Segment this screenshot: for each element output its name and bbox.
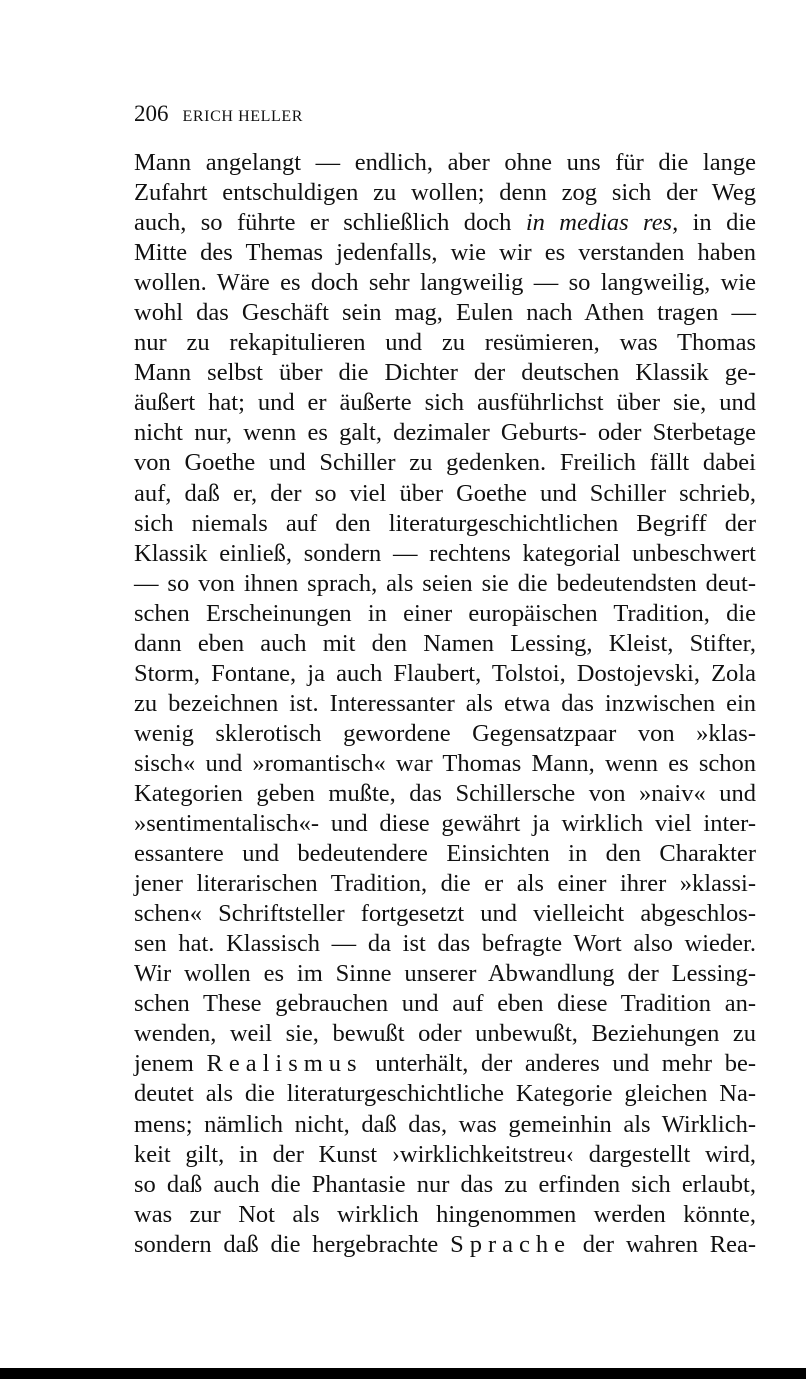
text-line — [134, 208, 756, 238]
text-segment: auch, so führte er schließlich doch — [134, 209, 526, 237]
text-segment: Mann angelangt — endlich, aber ohne uns für die lange — [134, 149, 756, 176]
text-line — [134, 659, 756, 689]
text-segment: sisch« und »romantisch« war Thomas Mann, wenn es schon — [134, 749, 756, 777]
scan-edge-bar — [0, 1368, 806, 1379]
text-line — [134, 298, 756, 328]
text-segment: so daß auch die Phantasie nur das zu erfinden sich erlaubt, — [134, 1170, 756, 1198]
text-segment: — so von ihnen sprach, als seien sie die bedeutendsten deut- — [134, 569, 756, 597]
text-segment: nicht nur, wenn es galt, dezimaler Geburts- oder Sterbetage — [134, 419, 756, 447]
text-line — [134, 899, 756, 929]
page-header — [134, 96, 774, 132]
running-head: ERICH HELLER — [182, 108, 304, 125]
text-segment: was zur Not als wirklich hingenommen werden könnte, — [134, 1200, 756, 1228]
spaced-emphasis: Realismus — [206, 1050, 363, 1078]
text-line — [134, 539, 756, 569]
text-line — [134, 1140, 756, 1170]
text-line — [134, 1230, 756, 1260]
text-line — [134, 719, 756, 749]
text-line — [134, 1079, 756, 1109]
text-segment: wenig sklerotisch gewordene Gegensatzpaar von »klas- — [134, 719, 756, 747]
text-segment: in die — [678, 209, 757, 237]
text-line — [134, 809, 756, 839]
text-line — [134, 358, 756, 388]
text-line — [134, 929, 756, 959]
text-line — [134, 599, 756, 629]
text-line — [134, 479, 756, 509]
text-segment: wollen. Wäre es doch sehr langweilig — so langweilig, wie — [134, 269, 756, 297]
text-segment: schen Erscheinungen in einer europäischen Tradition, die — [134, 599, 756, 627]
text-segment: nur zu rekapitulieren und zu resümieren, was Thomas — [134, 329, 756, 357]
text-segment: Mitte des Themas jedenfalls, wie wir es verstanden haben — [134, 239, 756, 267]
text-segment: äußert hat; und er äußerte sich ausführlichst über sie, und — [134, 389, 756, 417]
text-line — [134, 418, 756, 448]
text-segment: Kategorien geben mußte, das Schillersche von »naiv« und — [134, 779, 756, 807]
text-segment: mens; nämlich nicht, daß das, was gemeinhin als Wirklich- — [134, 1110, 756, 1138]
text-line — [134, 448, 756, 478]
text-segment: keit gilt, in der Kunst ›wirklichkeitstreu‹ dargestellt wird, — [134, 1140, 756, 1168]
text-segment: schen These gebrauchen und auf eben diese Tradition an- — [134, 990, 756, 1018]
text-line — [134, 1049, 756, 1079]
text-line — [134, 689, 756, 719]
text-line — [134, 1200, 756, 1230]
text-line — [134, 328, 756, 358]
page-number: 206 — [134, 101, 169, 126]
text-segment: wohl das Geschäft sein mag, Eulen nach Athen tragen — — [134, 299, 756, 327]
text-segment: der wahren Rea- — [571, 1230, 756, 1258]
text-line — [134, 839, 756, 869]
text-line — [134, 869, 756, 899]
spaced-emphasis: Sprache — [450, 1230, 571, 1258]
text-line — [134, 178, 756, 208]
text-line — [134, 1019, 756, 1049]
text-segment: Storm, Fontane, ja auch Flaubert, Tolstoi, Dostojevski, Zola — [134, 659, 756, 687]
text-line — [134, 569, 756, 599]
text-line — [134, 509, 756, 539]
text-segment: auf, daß er, der so viel über Goethe und Schiller schrieb, — [134, 479, 756, 507]
text-segment: von Goethe und Schiller zu gedenken. Freilich fällt dabei — [134, 449, 756, 477]
italic-phrase: in medias res, — [525, 209, 679, 237]
text-line — [134, 1170, 756, 1200]
text-segment: sondern daß die hergebrachte — [134, 1230, 451, 1258]
body-text — [134, 148, 756, 1260]
text-segment: »sentimentalisch«- und diese gewährt ja wirklich viel inter- — [134, 810, 756, 838]
text-segment: sich niemals auf den literaturgeschichtlichen Begriff der — [134, 509, 756, 537]
text-segment: Mann selbst über die Dichter der deutschen Klassik ge- — [134, 359, 756, 387]
text-segment: jener literarischen Tradition, die er als einer ihrer »klassi- — [134, 870, 756, 898]
text-line — [134, 148, 756, 178]
text-line — [134, 989, 756, 1019]
text-segment: sen hat. Klassisch — da ist das befragte Wort also wieder. — [134, 930, 756, 958]
text-segment: essantere und bedeutendere Einsichten in den Charakter — [134, 840, 756, 868]
text-segment: Wir wollen es im Sinne unserer Abwandlung der Lessing- — [134, 960, 756, 988]
text-line — [134, 629, 756, 659]
text-line — [134, 238, 756, 268]
text-segment: dann eben auch mit den Namen Lessing, Kleist, Stifter, — [134, 629, 756, 657]
text-line — [134, 779, 756, 809]
text-segment: Zufahrt entschuldigen zu wollen; denn zog sich der Weg — [134, 179, 756, 207]
text-segment: schen« Schriftsteller fortgesetzt und vielleicht abgeschlos- — [134, 900, 756, 928]
text-segment: jenem — [134, 1050, 207, 1078]
text-line — [134, 268, 756, 298]
text-line — [134, 1110, 756, 1140]
text-segment: Klassik einließ, sondern — rechtens kategorial unbeschwert — [134, 539, 756, 567]
text-segment: zu bezeichnen ist. Interessanter als etwa das inzwischen ein — [134, 689, 756, 717]
text-segment: unterhält, der anderes und mehr be- — [362, 1050, 756, 1078]
text-line — [134, 749, 756, 779]
text-segment: deutet als die literaturgeschichtliche Kategorie gleichen Na- — [134, 1080, 756, 1108]
text-line — [134, 959, 756, 989]
text-line — [134, 388, 756, 418]
text-segment: wenden, weil sie, bewußt oder unbewußt, Beziehungen zu — [134, 1020, 756, 1048]
